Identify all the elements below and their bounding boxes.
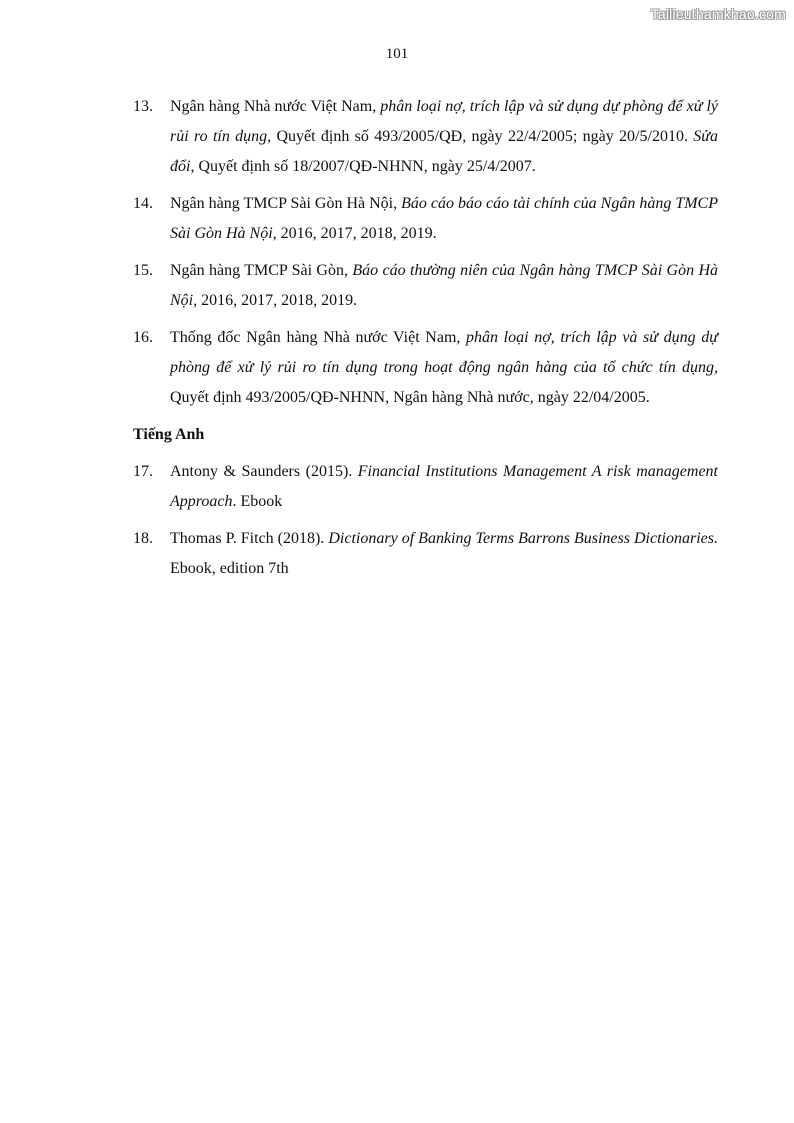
reference-text	[170, 92, 718, 182]
reference-title-italic: Sửa đổi	[170, 128, 719, 175]
reference-number: 18.	[133, 530, 153, 547]
reference-number: 15.	[133, 262, 153, 279]
watermark: Tailieuthamkhao.com	[650, 6, 786, 22]
reference-list-english	[133, 457, 718, 584]
reference-text-segment: . Ebook	[232, 493, 283, 510]
reference-item	[133, 92, 718, 182]
reference-item	[133, 323, 718, 413]
reference-text	[170, 323, 718, 413]
reference-title-italic: Financial Institutions Management A risk management Approach	[170, 463, 719, 510]
reference-text-segment: 2016, 2017, 2018, 2019.	[276, 225, 437, 242]
reference-list	[133, 92, 718, 591]
reference-text	[170, 457, 718, 517]
reference-text-segment: Quyết định 493/2005/QĐ-NHNN, Ngân hàng Nhà nước, ngày 22/04/2005.	[170, 389, 650, 406]
reference-text-segment: Ngân hàng TMCP Sài Gòn,	[170, 262, 353, 279]
reference-item	[133, 256, 718, 316]
reference-item	[133, 457, 718, 517]
reference-text-segment: Ebook, edition 7th	[170, 560, 289, 577]
reference-text	[170, 256, 718, 316]
reference-number: 14.	[133, 195, 153, 212]
page-number: 101	[385, 46, 409, 62]
reference-text-segment: Thống đốc Ngân hàng Nhà nước Việt Nam,	[170, 329, 467, 346]
reference-number: 16.	[133, 329, 153, 346]
reference-text-segment: Ngân hàng Nhà nước Việt Nam,	[170, 98, 381, 115]
reference-title-italic: phân loại nợ, trích lập và sử dụng dự phòng để xử lý rủi ro tín dụng	[170, 98, 718, 145]
reference-list-vietnamese	[133, 92, 718, 413]
reference-text-segment: Ngân hàng TMCP Sài Gòn Hà Nội,	[170, 195, 402, 212]
reference-number: 13.	[133, 98, 153, 115]
section-heading-english: Tiếng Anh	[133, 426, 205, 443]
reference-title-italic: Dictionary of Banking Terms Barrons Business Dictionaries.	[328, 530, 718, 547]
reference-number: 17.	[133, 463, 153, 480]
reference-item	[133, 189, 718, 249]
reference-text-segment: 2016, 2017, 2018, 2019.	[197, 292, 358, 309]
reference-title-italic: phân loại nợ, trích lập và sử dụng dự phòng để xử lý rủi ro tín dụng trong hoạt động ngân hàng của tổ chức tín dụng,	[170, 329, 719, 376]
reference-text-segment: Antony & Saunders (2015).	[170, 463, 358, 480]
reference-text-segment: Thomas P. Fitch (2018).	[170, 530, 329, 547]
reference-item	[133, 524, 718, 584]
reference-title-italic: Báo cáo báo cáo tài chính của Ngân hàng TMCP Sài Gòn Hà Nội,	[170, 195, 719, 242]
reference-text	[170, 524, 718, 584]
reference-text-segment: , Quyết định số 493/2005/QĐ, ngày 22/4/2005; ngày 20/5/2010.	[267, 128, 694, 145]
reference-title-italic: Báo cáo thường niên của Ngân hàng TMCP Sài Gòn Hà Nội,	[170, 262, 719, 309]
reference-text	[170, 189, 718, 249]
reference-text-segment: , Quyết định số 18/2007/QĐ-NHNN, ngày 25/4/2007.	[190, 158, 536, 175]
